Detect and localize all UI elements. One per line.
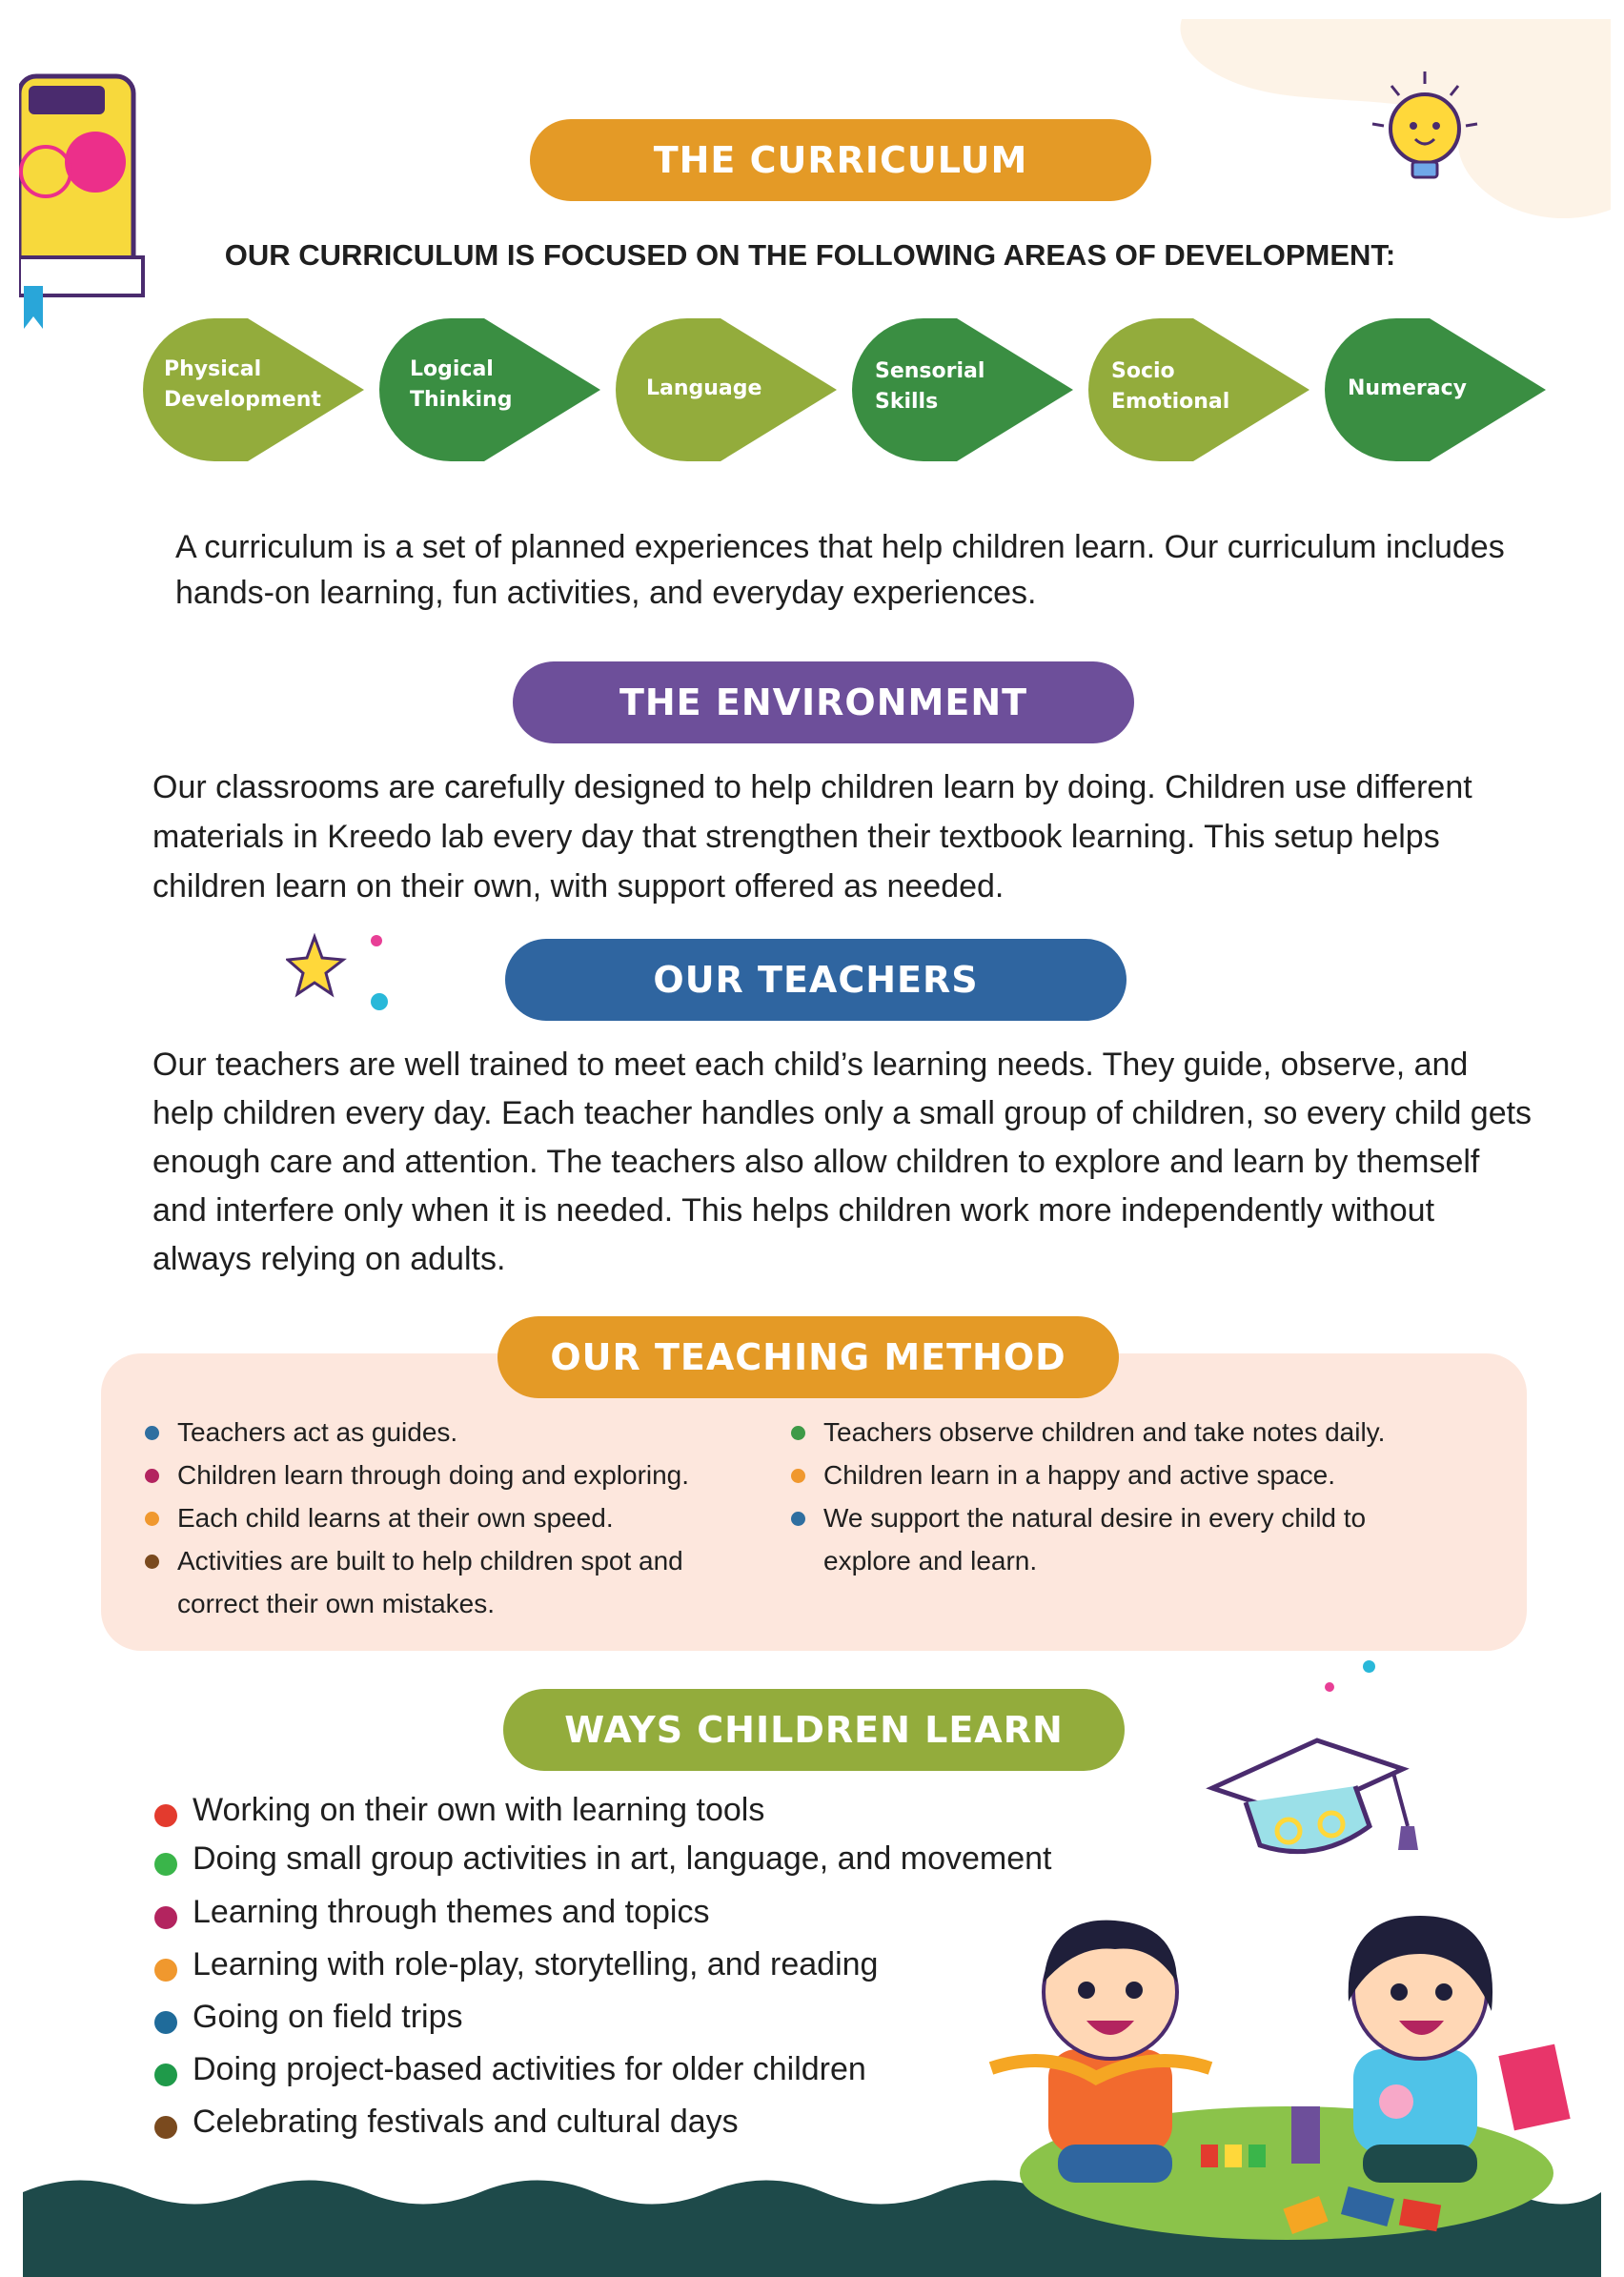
- ways-item-text: Going on field trips: [193, 1999, 463, 2035]
- method-item: [141, 1496, 770, 1539]
- teaching-method-title: OUR TEACHING METHOD: [497, 1316, 1119, 1398]
- bullet-dot: [145, 1469, 159, 1483]
- method-item-text: Children learn in a happy and active space.: [823, 1460, 1336, 1490]
- ways-item-text: Working on their own with learning tools: [193, 1792, 765, 1828]
- method-item-text: Activities are built to help children spot and correct their own mistakes.: [177, 1546, 683, 1618]
- curriculum-subtitle: OUR CURRICULUM IS FOCUSED ON THE FOLLOWING AREAS OF DEVELOPMENT:: [224, 238, 1396, 272]
- ways-item-text: Learning through themes and topics: [193, 1894, 710, 1930]
- ways-item: [151, 1840, 1051, 1878]
- ways-item-text: Celebrating festivals and cultural days: [193, 2104, 739, 2140]
- ways-item: [151, 1999, 463, 2036]
- environment-description: Our classrooms are carefully designed to help children learn by doing. Children use different materials in Kreedo lab every day that strengthen their textbook learning. This setup helps children learn on their own, with support offered as needed.: [152, 769, 1472, 905]
- area-label-language: Language: [646, 376, 762, 400]
- lightbulb-icon: [1353, 67, 1496, 200]
- star-icon: [286, 929, 391, 1015]
- bullet-dot: [145, 1555, 159, 1569]
- decor-dot-pink: [1325, 1682, 1334, 1692]
- bullet-dot: [154, 1959, 177, 1982]
- teachers-title: OUR TEACHERS: [505, 939, 1127, 1021]
- method-item-text: Teachers observe children and take notes daily.: [823, 1417, 1386, 1447]
- ways-item-text: Doing project-based activities for older children: [193, 2051, 866, 2087]
- area-label-numeracy: Numeracy: [1348, 376, 1467, 400]
- bullet-dot: [154, 2116, 177, 2139]
- curriculum-title: THE CURRICULUM: [530, 119, 1151, 201]
- area-label-socio: Socio Emotional: [1111, 359, 1230, 414]
- ways-title: WAYS CHILDREN LEARN: [503, 1689, 1125, 1771]
- bullet-dot: [145, 1426, 159, 1440]
- method-item-text: Children learn through doing and exploring.: [177, 1460, 690, 1490]
- book-illustration: [19, 67, 152, 334]
- method-item: [141, 1454, 770, 1496]
- bullet-dot: [145, 1512, 159, 1526]
- bullet-dot: [154, 1853, 177, 1876]
- area-label-physical: Physical Development: [164, 357, 321, 412]
- ways-item: [151, 2104, 739, 2141]
- bullet-dot: [791, 1512, 805, 1526]
- method-item: [141, 1539, 768, 1625]
- area-label-logical: Logical Thinking: [410, 357, 513, 412]
- ways-item: [151, 2051, 866, 2088]
- method-item: [787, 1496, 1452, 1582]
- bullet-dot: [791, 1426, 805, 1440]
- method-item: [787, 1411, 1473, 1454]
- method-item-text: Teachers act as guides.: [177, 1417, 458, 1447]
- children-illustration: [972, 1887, 1601, 2259]
- method-item-text: We support the natural desire in every child to explore and learn.: [823, 1503, 1367, 1576]
- bullet-dot: [791, 1469, 805, 1483]
- ways-item: [151, 1946, 878, 1983]
- teachers-description: Our teachers are well trained to meet each child’s learning needs. They guide, observe, and help children every day. Each teacher handles only a small group of children, so every child gets enough care and attention. The teachers also allow children to explore and learn by themself and interfere only when it is needed. This helps children work more independently without always relying on adults.: [152, 1047, 1533, 1277]
- bullet-dot: [154, 1906, 177, 1929]
- method-item: [141, 1411, 770, 1454]
- development-areas: [143, 318, 1553, 461]
- bullet-dot: [154, 1804, 177, 1827]
- ways-item: [151, 1792, 764, 1829]
- ways-item: [151, 1894, 709, 1931]
- graduation-cap-icon: [1203, 1731, 1431, 1864]
- ways-item-text: Learning with role-play, storytelling, and reading: [193, 1946, 879, 1982]
- bullet-dot: [154, 2011, 177, 2034]
- method-item-text: Each child learns at their own speed.: [177, 1503, 614, 1533]
- bullet-dot: [154, 2064, 177, 2086]
- environment-title: THE ENVIRONMENT: [513, 661, 1134, 743]
- ways-item-text: Doing small group activities in art, language, and movement: [193, 1840, 1052, 1877]
- teaching-method-right-list: [787, 1411, 1473, 1582]
- method-item: [787, 1454, 1473, 1496]
- curriculum-description: A curriculum is a set of planned experiences that help children learn. Our curriculum includes hands-on learning, fun activities, and everyday experiences.: [175, 529, 1505, 611]
- area-label-sensorial: Sensorial Skills: [875, 359, 985, 414]
- teaching-method-left-list: [141, 1411, 770, 1625]
- decor-dot-cyan: [1363, 1660, 1375, 1673]
